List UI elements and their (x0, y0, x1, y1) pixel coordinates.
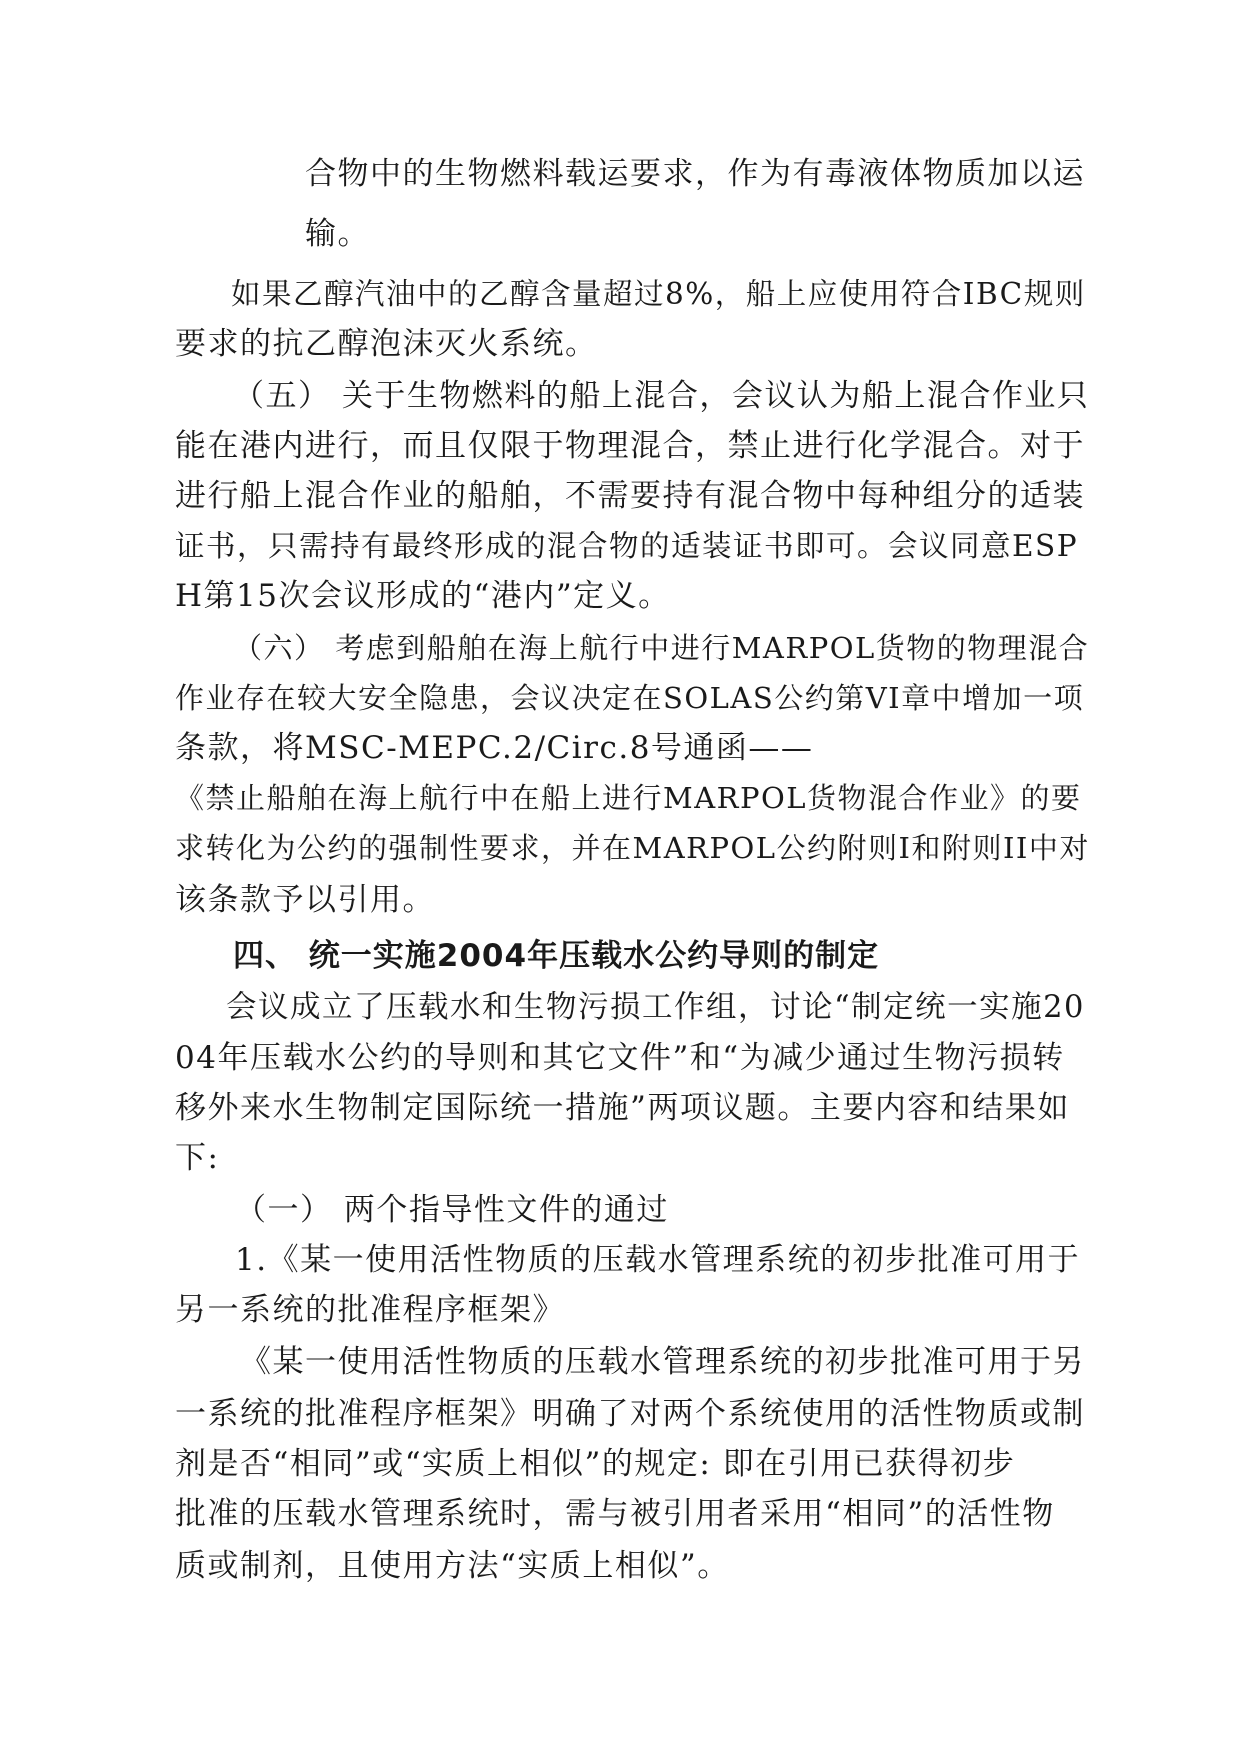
paragraph-line: 一系统的批准程序框架》明确了对两个系统使用的活性物质或制 (175, 1396, 1085, 1432)
paragraph-line: 如果乙醇汽油中的乙醇含量超过8%，船上应使用符合IBC规则 (231, 277, 1086, 311)
paragraph-line: H第15次会议形成的“港内”定义。 (175, 578, 671, 614)
section-heading: 四、 统一实施2004年压载水公约导则的制定 (233, 938, 880, 974)
paragraph-line: 输。 (305, 216, 370, 252)
paragraph-line: 《禁止船舶在海上航行中在船上进行MARPOL货物混合作业》的要 (175, 781, 1082, 815)
paragraph-line: 条款，将MSC-MEPC.2/Circ.8号通函—— (175, 730, 814, 766)
paragraph-line: 进行船上混合作业的船舶，不需要持有混合物中每种组分的适装 (175, 478, 1085, 514)
paragraph-line: 证书，只需持有最终形成的混合物的适装证书即可。会议同意ESP (175, 529, 1079, 563)
paragraph-line: （六） 考虑到船舶在海上航行中进行MARPOL货物的物理混合 (233, 631, 1090, 665)
paragraph-line: 能在港内进行，而且仅限于物理混合，禁止进行化学混合。对于 (175, 428, 1085, 464)
paragraph-line: 另一系统的批准程序框架》 (175, 1292, 565, 1328)
paragraph-line: （一） 两个指导性文件的通过 (235, 1192, 669, 1228)
paragraph-line: 求转化为公约的强制性要求，并在MARPOL公约附则I和附则II中对 (175, 831, 1090, 865)
paragraph-line: 合物中的生物燃料载运要求，作为有毒液体物质加以运 (305, 156, 1085, 192)
paragraph-line: 移外来水生物制定国际统一措施”两项议题。主要内容和结果如 (175, 1090, 1070, 1126)
paragraph-line: 剂是否“相同”或“实质上相似”的规定: 即在引用已获得初步 (175, 1446, 1016, 1482)
paragraph-line: 1.《某一使用活性物质的压载水管理系统的初步批准可用于 (235, 1242, 1081, 1278)
paragraph-line: 批准的压载水管理系统时，需与被引用者采用“相同”的活性物 (175, 1496, 1055, 1532)
paragraph-line: （五） 关于生物燃料的船上混合，会议认为船上混合作业只 (233, 378, 1090, 414)
paragraph-line: 要求的抗乙醇泡沫灭火系统。 (175, 326, 598, 362)
paragraph-line: 作业存在较大安全隐患，会议决定在SOLAS公约第VI章中增加一项 (175, 681, 1085, 715)
paragraph-line: 会议成立了压载水和生物污损工作组，讨论“制定统一实施20 (226, 990, 1085, 1025)
paragraph-line: 04年压载水公约的导则和其它文件”和“为减少通过生物污损转 (175, 1040, 1065, 1076)
paragraph-line: 下: (175, 1140, 220, 1176)
paragraph-line: 该条款予以引用。 (175, 882, 435, 918)
paragraph-line: 质或制剂，且使用方法“实质上相似”。 (175, 1548, 730, 1584)
paragraph-line: 《某一使用活性物质的压载水管理系统的初步批准可用于另 (240, 1344, 1085, 1380)
